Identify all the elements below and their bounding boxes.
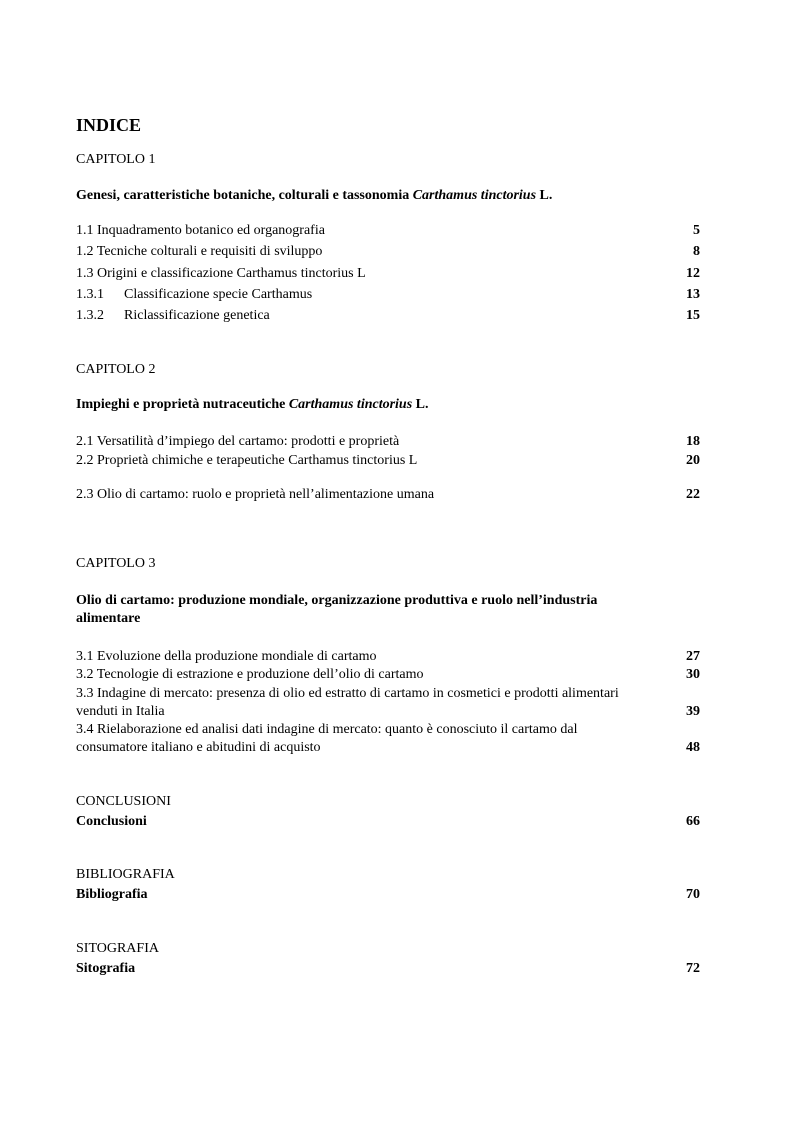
toc-entry-page: 72 (686, 961, 700, 976)
chapter-3-label: CAPITOLO 3 (76, 556, 156, 571)
toc-entry-title: 2.3 Olio di cartamo: ruolo e proprietà nell’alimentazione umana (76, 487, 435, 502)
sitografia-label: SITOGRAFIA (76, 941, 159, 956)
toc-entry-page: 18 (686, 434, 700, 449)
toc-entry-title-line1: 3.3 Indagine di mercato: presenza di olio ed estratto di cartamo in cosmetici e prodotti alimentari (76, 686, 619, 701)
toc-entry-page: 39 (686, 704, 700, 719)
toc-entry-page: 48 (686, 740, 700, 755)
toc-entry-page: 13 (686, 287, 700, 302)
toc-entry[interactable] (76, 721, 700, 757)
toc-entry-text: Riclassificazione genetica (124, 308, 270, 323)
toc-entry-title: Sitografia (76, 961, 136, 976)
toc-entry-title: 1.1 Inquadramento botanico ed organografia (76, 223, 325, 238)
toc-entry-text: Classificazione specie Carthamus (124, 287, 313, 302)
toc-entry-page: 70 (686, 887, 700, 902)
toc-entry-page: 8 (693, 244, 700, 259)
chapter-2-heading-suffix: L. (412, 397, 429, 412)
toc-entry-title: 3.2 Tecnologie di estrazione e produzione dell’olio di cartamo (76, 667, 424, 682)
conclusioni-label: CONCLUSIONI (76, 794, 171, 809)
toc-entry-title (76, 307, 270, 325)
toc-entry-page: 27 (686, 649, 700, 664)
chapter-2-heading (76, 397, 429, 413)
toc-entry-title (76, 286, 312, 304)
chapter-1-heading (76, 188, 552, 204)
toc-entry-page: 30 (686, 667, 700, 682)
bibliografia-label: BIBLIOGRAFIA (76, 867, 175, 882)
toc-entry-title-line2: consumatore italiano e abitudini di acquisto (76, 740, 321, 755)
chapter-1-heading-text: Genesi, caratteristiche botaniche, colturali e tassonomia (76, 188, 413, 203)
chapter-2-heading-text: Impieghi e proprietà nutraceutiche (76, 397, 289, 412)
chapter-2-heading-species: Carthamus tinctorius (288, 397, 413, 412)
toc-entry-page: 5 (693, 223, 700, 238)
chapter-1-label: CAPITOLO 1 (76, 152, 156, 167)
toc-entry-page: 12 (686, 266, 700, 281)
toc-entry-page: 15 (686, 308, 700, 323)
toc-entry-title: 3.1 Evoluzione della produzione mondiale di cartamo (76, 649, 377, 664)
toc-entry-title: 1.2 Tecniche colturali e requisiti di sviluppo (76, 244, 323, 259)
toc-entry-code: 1.3.2 (76, 308, 104, 323)
toc-entry[interactable] (76, 685, 700, 721)
toc-entry-page: 66 (686, 814, 700, 829)
toc-entry-title: 1.3 Origini e classificazione Carthamus tinctorius L (76, 266, 366, 281)
toc-entry-title: Conclusioni (76, 814, 147, 829)
toc-entry-page: 20 (686, 453, 700, 468)
toc-entry-code: 1.3.1 (76, 287, 104, 302)
toc-entry-page: 22 (686, 487, 700, 502)
page-title: INDICE (76, 115, 142, 135)
chapter-1-heading-species: Carthamus tinctorius (412, 188, 537, 203)
toc-entry-title: Bibliografia (76, 887, 148, 902)
toc-entry-title-line1: 3.4 Rielaborazione ed analisi dati indagine di mercato: quanto è conosciuto il cartamo dal (76, 722, 578, 737)
chapter-3-heading-line1: Olio di cartamo: produzione mondiale, organizzazione produttiva e ruolo nell’industria (76, 593, 598, 608)
chapter-1-heading-suffix: L. (536, 188, 553, 203)
toc-entry-title-line2: venduti in Italia (76, 704, 165, 719)
toc-entry-title: 2.2 Proprietà chimiche e terapeutiche Carthamus tinctorius L (76, 453, 418, 468)
chapter-3-heading-line2: alimentare (76, 611, 141, 626)
chapter-2-label: CAPITOLO 2 (76, 362, 156, 377)
toc-entry-title: 2.1 Versatilità d’impiego del cartamo: prodotti e proprietà (76, 434, 400, 449)
